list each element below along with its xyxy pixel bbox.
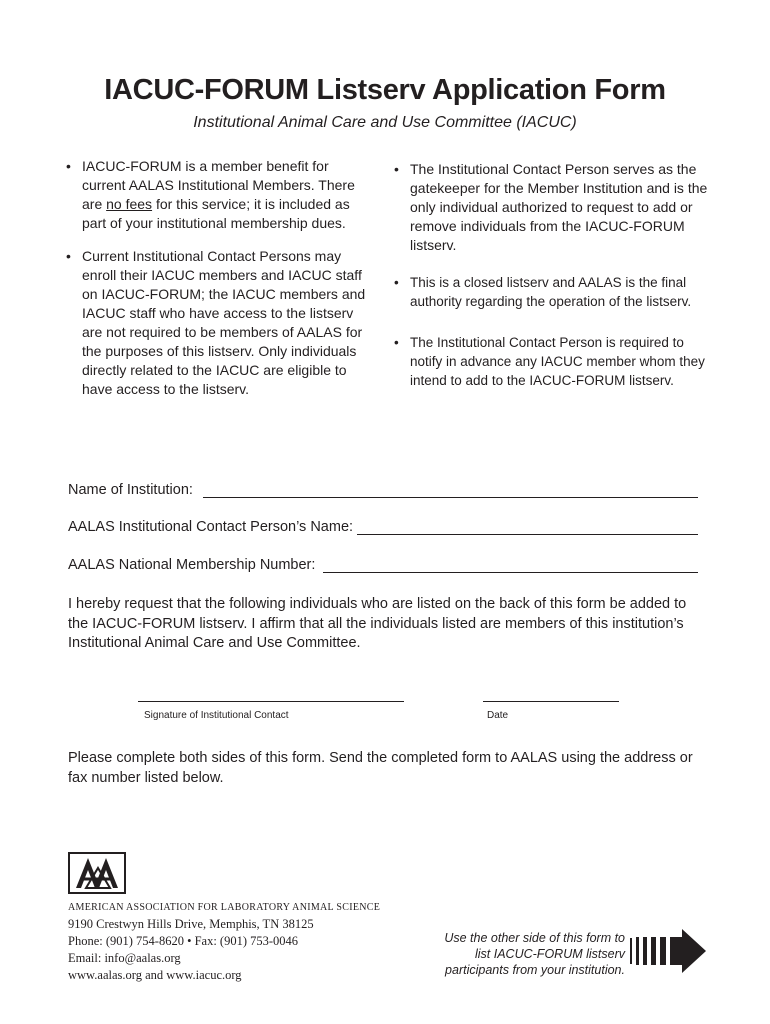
email-address: Email: info@aalas.org <box>68 951 181 965</box>
institution-field <box>68 482 698 498</box>
list-item <box>394 333 712 390</box>
contact-label: AALAS Institutional Contact Person’s Name: <box>68 519 354 535</box>
phone-fax: Phone: (901) 754-8620 • Fax: (901) 753-0046 <box>68 934 299 948</box>
bullet-dot: • <box>66 248 71 264</box>
membership-number-input[interactable] <box>323 559 698 573</box>
bullet-dot: • <box>394 335 399 350</box>
membership-label: AALAS National Membership Number: <box>68 557 316 573</box>
contact-field <box>68 519 698 535</box>
org-name: AMERICAN ASSOCIATION FOR LABORATORY ANIMAL SCIENCE <box>68 902 381 913</box>
date-label: Date <box>487 710 509 721</box>
footer-address <box>68 899 380 984</box>
institution-input[interactable] <box>203 484 698 498</box>
instructions-paragraph: Please complete both sides of this form. Send the completed form to AALAS using the address or fax number listed below. <box>68 750 693 786</box>
list-item <box>394 273 712 311</box>
bullet-text: This is a closed listserv and AALAS is the final authority regarding the operation of the listserv. <box>410 275 692 309</box>
note-line: participants from your institution. <box>445 963 625 977</box>
page-title: IACUC-FORUM Listserv Application Form <box>104 74 666 106</box>
institution-label: Name of Institution: <box>68 482 193 498</box>
signature-line[interactable] <box>138 701 404 702</box>
list-item <box>394 160 712 255</box>
bullet-dot: • <box>66 158 71 174</box>
list-item <box>66 247 372 399</box>
back-side-note <box>420 930 625 978</box>
arrow-right-icon <box>630 928 710 974</box>
bullet-dot: • <box>394 161 399 177</box>
bullet-dot: • <box>394 275 399 290</box>
note-line: Use the other side of this form to <box>444 931 625 945</box>
list-item <box>66 157 372 233</box>
bullet-text-pre: IACUC-FORUM is a member benefit for current AALAS Institutional Members. There are <box>82 158 355 212</box>
aalas-logo-icon <box>68 852 126 894</box>
page-subtitle: Institutional Animal Care and Use Committee (IACUC) <box>193 114 577 131</box>
signature-label: Signature of Institutional Contact <box>144 710 289 721</box>
bullet-text-post: for this service; it is included as part of your institutional membership dues. <box>82 196 350 231</box>
bullet-text: Current Institutional Contact Persons may enroll their IACUC members and IACUC staff on IACUC-FORUM; the IACUC members and IACUC staff who have access to the listserv are not required to be members of AALAS for the purposes of this listserv. Only individuals directly related to the IACUC are eligible to have access to the listserv. <box>82 248 366 397</box>
street-address: 9190 Crestwyn Hills Drive, Memphis, TN 38125 <box>68 917 314 931</box>
no-fees-emphasis: no fees <box>106 196 153 212</box>
membership-field <box>68 557 698 573</box>
bullet-text: The Institutional Contact Person is required to notify in advance any IACUC member whom they intend to add to the IACUC-FORUM listserv. <box>410 335 705 388</box>
request-paragraph: I hereby request that the following individuals who are listed on the back of this form be added to the IACUC-FORUM listserv. I affirm that all the individuals listed are members of this institution’s Institutional Animal Care and Use Committee. <box>68 596 687 651</box>
right-column <box>394 160 712 404</box>
note-line: list IACUC-FORUM listserv <box>475 947 625 961</box>
date-line[interactable] <box>483 701 619 702</box>
contact-name-input[interactable] <box>357 521 698 535</box>
bullet-text: The Institutional Contact Person serves as the gatekeeper for the Member Institution and is the only individual authorized to request to add or remove individuals from the IACUC-FORUM listserv. <box>410 161 708 253</box>
websites: www.aalas.org and www.iacuc.org <box>68 968 242 982</box>
left-column <box>66 157 372 413</box>
